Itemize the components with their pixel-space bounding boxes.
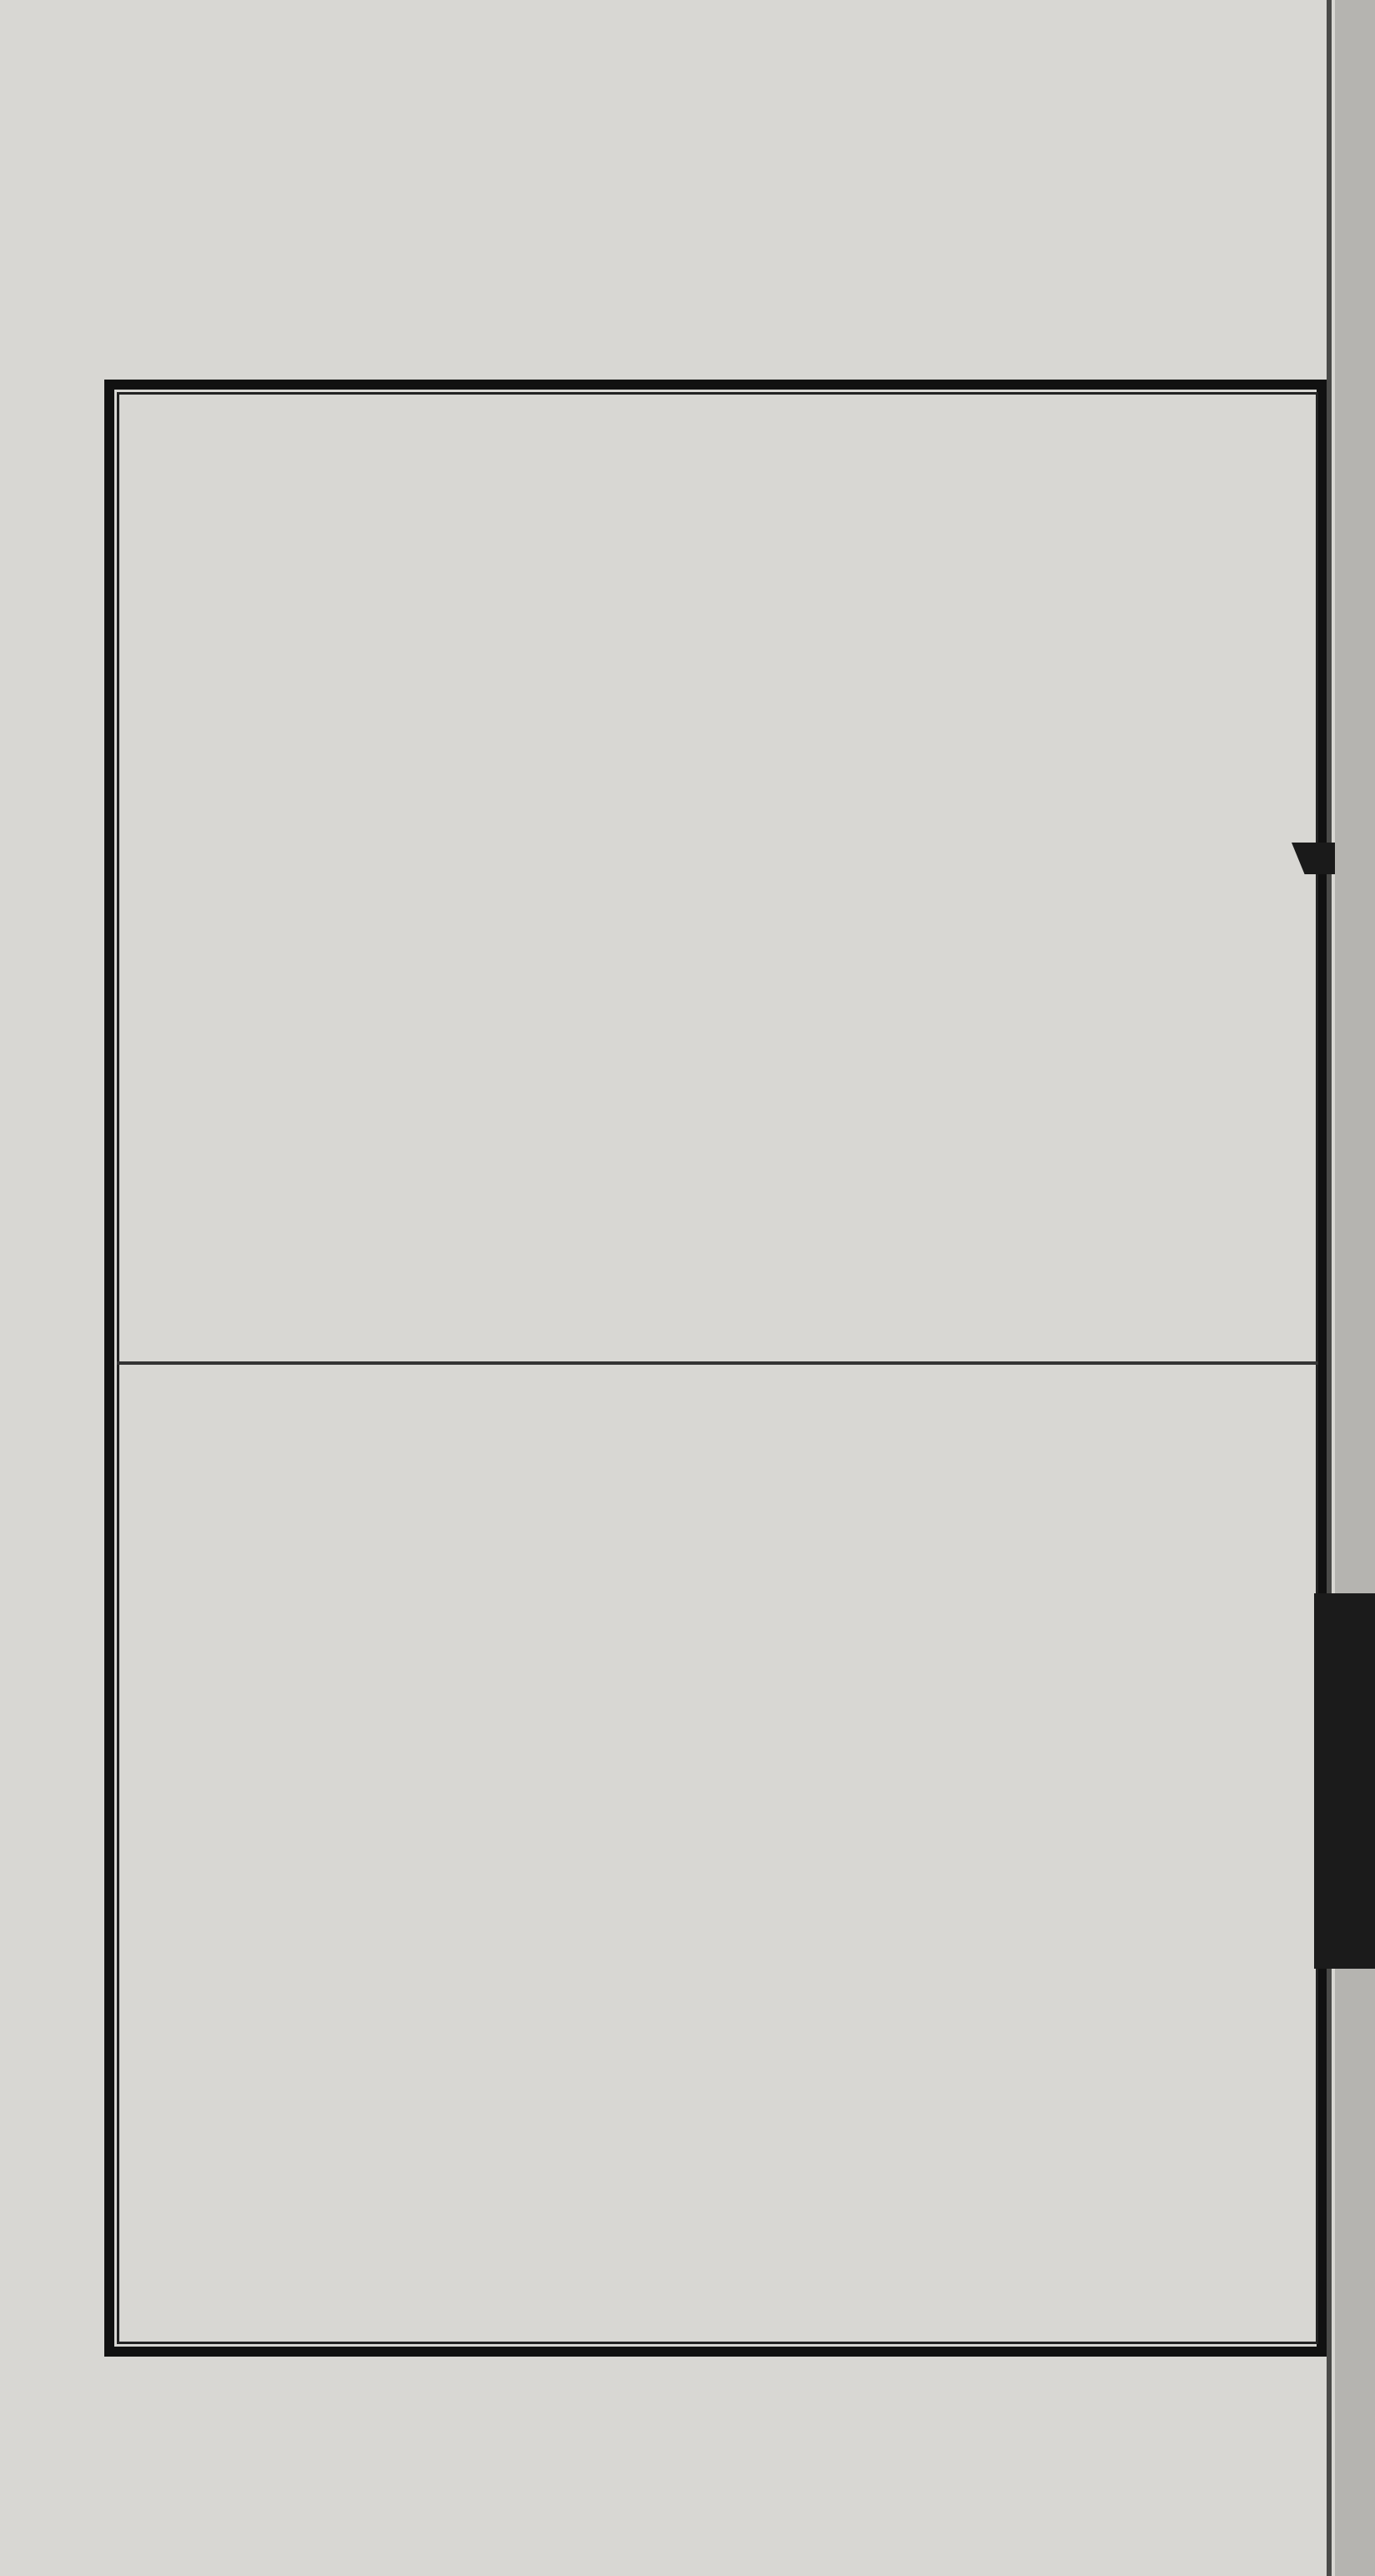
text-frame-inner bbox=[117, 392, 1318, 2344]
spine-line bbox=[1327, 0, 1332, 2576]
middle-rule bbox=[117, 1361, 1318, 1365]
page-edge bbox=[1335, 0, 1375, 2576]
side-block-mark bbox=[1314, 1593, 1375, 1969]
